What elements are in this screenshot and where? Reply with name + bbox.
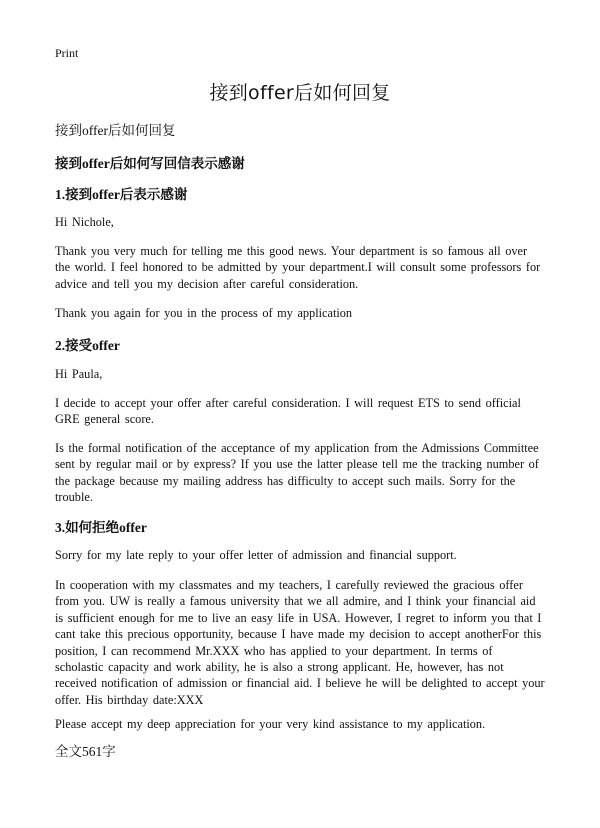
- decline-closing: Please accept my deep appreciation for your very kind assistance to my application.: [55, 717, 486, 731]
- word-count: 全文561字: [55, 744, 116, 759]
- accept-paragraph: I decide to accept your offer after careful consideration. I will request ETS to send official GRE general score.: [55, 396, 521, 427]
- section-heading-accept: 2.接受offer: [55, 338, 120, 353]
- section-heading-thanks: 1.接到offer后表示感谢: [55, 187, 188, 202]
- greeting-paula: Hi Paula,: [55, 367, 103, 381]
- thanks-closing: Thank you again for you in the process of my application: [55, 306, 353, 320]
- main-heading: 接到offer后如何写回信表示感谢: [55, 156, 245, 171]
- document-title: 接到offer后如何回复: [209, 82, 391, 104]
- decline-apology: Sorry for my late reply to your offer letter of admission and financial support.: [55, 548, 457, 562]
- section-heading-decline: 3.如何拒绝offer: [55, 520, 147, 535]
- document-subtitle: 接到offer后如何回复: [55, 123, 176, 138]
- greeting-nichole: Hi Nichole,: [55, 215, 114, 229]
- thanks-paragraph: Thank you very much for telling me this good news. Your department is so famous all over the world. I feel honored to be admitted by your department.I will consult some professors for advice and tell you my decision after careful consideration.: [55, 244, 541, 291]
- print-link[interactable]: Print: [55, 46, 79, 60]
- decline-paragraph: In cooperation with my classmates and my teachers, I carefully reviewed the gracious offer from you. UW is really a famous university that we all admire, and I think your financial aid is sufficient enough for me to live an easy life in USA. However, I regret to inform you that I cant take this precious opportunity, because I have made my decision to accept anotherFor this position, I can recommend Mr.XXX who has applied to your department. In terms of scholastic capacity and work ability, he is also a strong applicant. He, however, has not received notification of admission or financial aid. I believe he will be delighted to accept your offer. His birthday date:XXX: [55, 578, 545, 707]
- notification-paragraph: Is the formal notification of the acceptance of my application from the Admissions Committee sent by regular mail or by express? If you use the latter please tell me the tracking number of the package because my mailing address has difficulty to accept such mails. Sorry for the trouble.: [55, 441, 539, 505]
